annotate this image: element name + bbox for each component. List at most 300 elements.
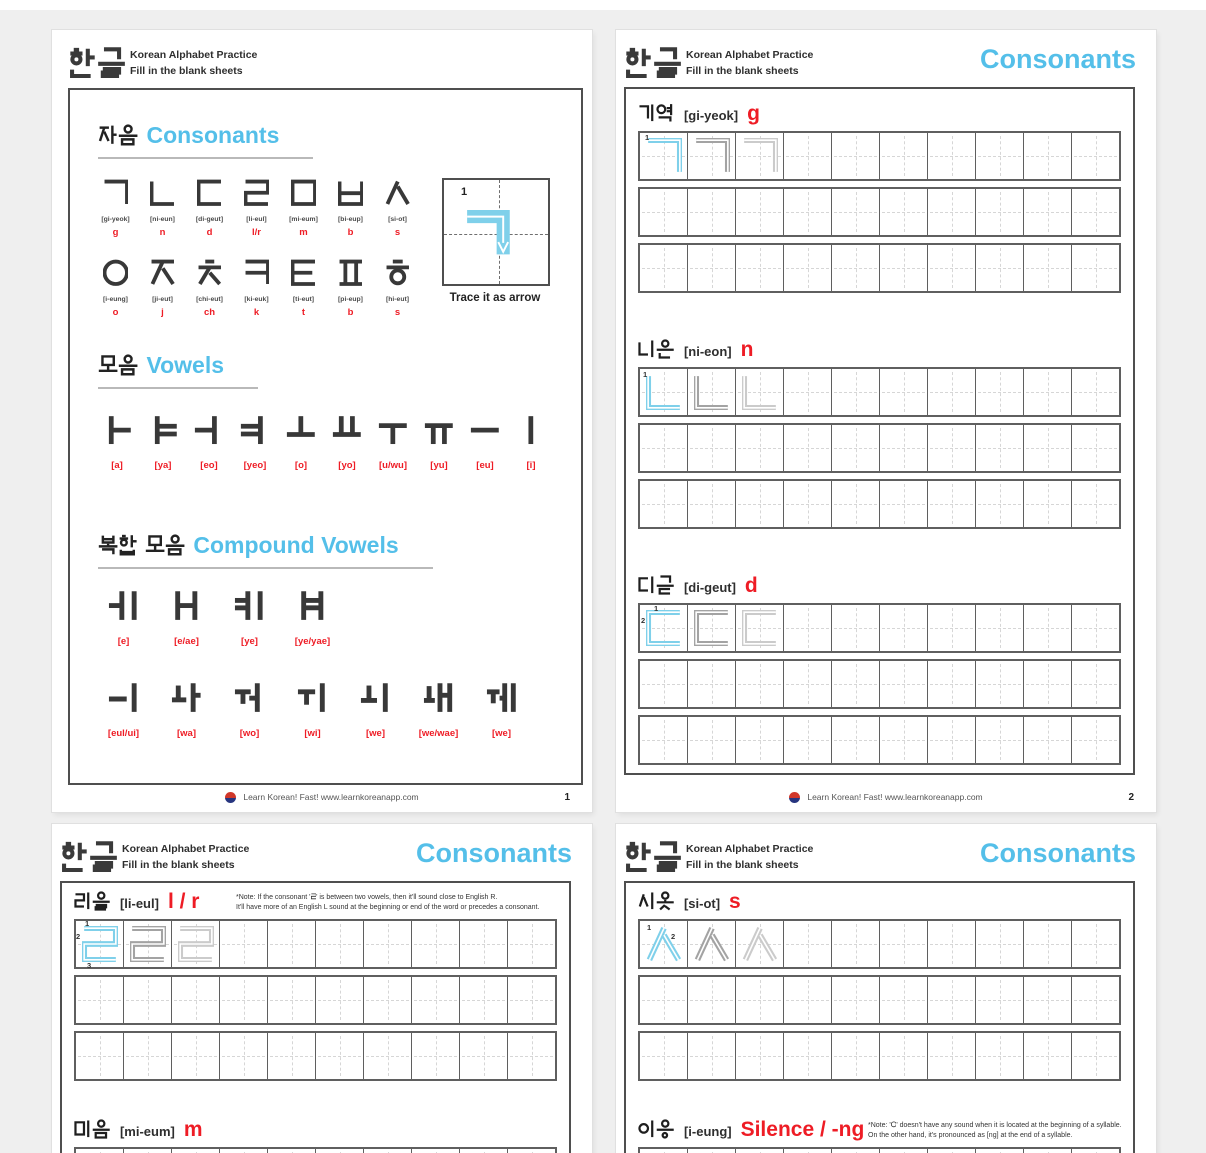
brand-logo xyxy=(60,838,118,876)
jamo-glyph xyxy=(218,678,281,721)
practice-grid xyxy=(638,603,1121,765)
practice-cell xyxy=(927,661,975,707)
practice-cell xyxy=(171,1033,219,1079)
page-footer xyxy=(632,790,1140,804)
trace-caption: Trace it as arrow xyxy=(449,292,541,304)
consonant-romanization: [si-ot] xyxy=(683,896,721,911)
practice-cell xyxy=(927,977,975,1023)
jamo-latin: o xyxy=(112,307,119,318)
jamo-name: [hi-eut] xyxy=(385,296,410,303)
practice-cell xyxy=(975,133,1023,179)
jamo-latin: ch xyxy=(203,307,216,318)
section-heading-consonants xyxy=(98,122,313,159)
practice-cell xyxy=(975,717,1023,763)
jamo-item xyxy=(92,178,139,238)
jamo-item xyxy=(232,410,278,471)
consonant-romanization: [ni-eon] xyxy=(683,344,732,359)
stroke-number: 2 xyxy=(76,932,81,941)
brand-logo xyxy=(624,44,682,82)
practice-cell xyxy=(459,1149,507,1153)
practice-cell xyxy=(735,369,783,415)
page-1 xyxy=(52,30,592,812)
section-heading-en: Consonants xyxy=(146,122,280,148)
practice-cell xyxy=(879,245,927,291)
practice-cell xyxy=(459,921,507,967)
jamo-glyph xyxy=(327,178,374,211)
practice-cell xyxy=(123,1033,171,1079)
stroke-number: 1 xyxy=(645,133,650,142)
jamo-item xyxy=(280,178,327,238)
practice-cell xyxy=(831,977,879,1023)
practice-cell xyxy=(76,1033,123,1079)
practice-cell xyxy=(735,133,783,179)
jamo-item xyxy=(370,410,416,471)
korea-flag-icon xyxy=(225,792,236,803)
practice-cell xyxy=(640,133,687,179)
practice-section xyxy=(638,101,1121,293)
practice-cell xyxy=(123,921,171,967)
jamo-glyph xyxy=(416,410,462,452)
practice-row xyxy=(638,131,1121,181)
jamo-name: [gi-yeok] xyxy=(101,216,130,223)
jamo-latin: l/r xyxy=(252,227,261,238)
jamo-latin: [i] xyxy=(526,460,536,471)
jamo-item xyxy=(155,678,218,739)
practice-cell xyxy=(1071,605,1119,651)
jamo-item xyxy=(470,678,533,739)
jamo-latin: [we/wae] xyxy=(418,728,459,739)
practice-cell xyxy=(783,605,831,651)
practice-row xyxy=(74,919,557,969)
jamo-item xyxy=(327,258,374,318)
practice-cell xyxy=(363,977,411,1023)
practice-cell xyxy=(123,977,171,1023)
brand-title xyxy=(122,842,249,874)
jamo-item xyxy=(186,258,233,318)
page-header xyxy=(624,42,1140,86)
jamo-item xyxy=(280,258,327,318)
practice-cell xyxy=(975,245,1023,291)
jamo-latin: g xyxy=(112,227,119,238)
jamo-glyph xyxy=(140,410,186,452)
practice-cell xyxy=(507,1149,555,1153)
practice-cell xyxy=(831,189,879,235)
practice-row xyxy=(638,423,1121,473)
practice-cell xyxy=(831,245,879,291)
practice-cell xyxy=(687,605,735,651)
jamo-name: [di-geut] xyxy=(195,216,224,223)
practice-cell xyxy=(1071,1033,1119,1079)
page-header xyxy=(60,836,576,880)
practice-cell xyxy=(735,1033,783,1079)
practice-row xyxy=(638,975,1121,1025)
practice-cell xyxy=(735,1149,783,1153)
practice-cell xyxy=(507,921,555,967)
jamo-item xyxy=(92,586,155,647)
practice-cell xyxy=(1023,1149,1071,1153)
practice-cell xyxy=(975,369,1023,415)
jamo-glyph xyxy=(94,410,140,452)
practice-section-heading xyxy=(74,1117,557,1143)
page-content-box xyxy=(624,881,1135,1153)
practice-cell xyxy=(171,921,219,967)
jamo-name: [i-eung] xyxy=(103,296,128,303)
jamo-latin: [yo] xyxy=(338,460,356,471)
practice-cell xyxy=(783,661,831,707)
practice-cell xyxy=(315,1149,363,1153)
practice-row xyxy=(74,1031,557,1081)
jamo-item xyxy=(218,586,281,647)
practice-cell xyxy=(1071,245,1119,291)
practice-cell xyxy=(975,977,1023,1023)
stroke-number: 1 xyxy=(85,919,90,928)
practice-cell xyxy=(1023,133,1071,179)
section-heading-en: Vowels xyxy=(146,352,225,378)
section-heading-vowels xyxy=(98,352,258,389)
jamo-glyph xyxy=(139,178,186,211)
jamo-latin: t xyxy=(301,307,306,318)
practice-cell xyxy=(1023,605,1071,651)
practice-section xyxy=(638,889,1121,1081)
jamo-glyph xyxy=(280,178,327,211)
practice-cell xyxy=(879,1149,927,1153)
trace-arrow-glyph xyxy=(454,192,536,274)
consonant-romanization: [mi-eum] xyxy=(119,1124,175,1139)
practice-cell xyxy=(640,977,687,1023)
practice-cell xyxy=(1071,189,1119,235)
consonant-latin: m xyxy=(183,1118,203,1141)
practice-cell xyxy=(783,1149,831,1153)
jamo-item xyxy=(218,678,281,739)
practice-cell xyxy=(735,717,783,763)
compound-vowel-row-2 xyxy=(92,678,533,739)
practice-cell xyxy=(687,481,735,527)
vowel-row xyxy=(94,410,554,471)
brand-title xyxy=(130,48,257,80)
jamo-glyph xyxy=(281,678,344,721)
jamo-item xyxy=(278,410,324,471)
stroke-number: 2 xyxy=(671,932,676,941)
practice-row xyxy=(638,603,1121,653)
jamo-glyph xyxy=(462,410,508,452)
practice-row xyxy=(638,479,1121,529)
jamo-name: [ki-euk] xyxy=(244,296,269,303)
consonant-name-kr xyxy=(638,890,675,914)
jamo-latin: [wi] xyxy=(304,728,321,739)
stroke-number: 1 xyxy=(647,923,652,932)
practice-grid xyxy=(638,919,1121,1081)
trace-step-number: 1 xyxy=(461,186,468,198)
practice-cell xyxy=(927,369,975,415)
jamo-glyph xyxy=(92,258,139,291)
jamo-latin: m xyxy=(299,227,308,238)
practice-cell xyxy=(640,189,687,235)
jamo-item xyxy=(374,258,421,318)
practice-cell xyxy=(879,481,927,527)
jamo-item xyxy=(94,410,140,471)
stroke-number: 1 xyxy=(654,604,659,613)
practice-cell xyxy=(735,605,783,651)
jamo-name: [mi-eum] xyxy=(289,216,318,223)
jamo-name: [li-eul] xyxy=(246,216,267,223)
section-heading-kr xyxy=(98,352,138,378)
korea-flag-icon xyxy=(789,792,800,803)
practice-cell xyxy=(831,921,879,967)
practice-grid xyxy=(74,1147,557,1153)
practice-cell xyxy=(1071,977,1119,1023)
practice-cell xyxy=(640,661,687,707)
practice-cell xyxy=(1023,189,1071,235)
page-content-box xyxy=(68,88,583,785)
brand-title-line1: Korean Alphabet Practice xyxy=(686,843,814,855)
practice-cell xyxy=(783,133,831,179)
practice-cell xyxy=(927,481,975,527)
jamo-glyph xyxy=(327,258,374,291)
consonant-row-2 xyxy=(92,258,421,318)
consonant-name-kr xyxy=(638,1118,675,1142)
practice-cell xyxy=(687,921,735,967)
practice-cell xyxy=(1023,425,1071,471)
jamo-glyph xyxy=(233,178,280,211)
practice-cell xyxy=(219,1033,267,1079)
practice-cell xyxy=(687,661,735,707)
jamo-name: [chi-eut] xyxy=(196,296,223,303)
practice-cell xyxy=(1071,1149,1119,1153)
jamo-item xyxy=(139,178,186,238)
practice-cell xyxy=(927,1033,975,1079)
practice-row xyxy=(638,243,1121,293)
practice-cell xyxy=(1071,425,1119,471)
consonant-romanization: [li-eul] xyxy=(119,896,159,911)
practice-row xyxy=(638,659,1121,709)
jamo-latin: [yeo] xyxy=(243,460,267,471)
brand-title-line2: Fill in the blank sheets xyxy=(686,858,799,871)
practice-cell xyxy=(687,977,735,1023)
page-title: Consonants xyxy=(979,44,1136,74)
practice-section xyxy=(74,889,557,1081)
practice-cell xyxy=(831,1149,879,1153)
consonant-name-kr xyxy=(74,890,111,914)
jamo-glyph xyxy=(374,178,421,211)
practice-row xyxy=(638,1147,1121,1153)
practice-cell xyxy=(735,189,783,235)
practice-cell xyxy=(927,425,975,471)
practice-cell xyxy=(831,1033,879,1079)
practice-cell xyxy=(640,1033,687,1079)
brand-title-line2: Fill in the blank sheets xyxy=(122,858,235,871)
practice-cell xyxy=(879,369,927,415)
jamo-glyph xyxy=(232,410,278,452)
practice-cell xyxy=(76,977,123,1023)
practice-cell xyxy=(783,245,831,291)
note-line-1: *Note: ' ' doesn't have any sound when it is located at the beginning of a syllable. xyxy=(868,1122,1122,1129)
jamo-latin: s xyxy=(394,227,401,238)
practice-cell xyxy=(975,189,1023,235)
practice-cell xyxy=(783,1033,831,1079)
practice-row xyxy=(638,187,1121,237)
practice-cell xyxy=(927,133,975,179)
practice-cell xyxy=(1023,921,1071,967)
practice-grid xyxy=(638,367,1121,529)
practice-cell xyxy=(975,605,1023,651)
consonant-name-kr xyxy=(638,338,675,362)
practice-cell xyxy=(640,369,687,415)
practice-row xyxy=(638,367,1121,417)
jamo-latin: n xyxy=(159,227,166,238)
jamo-latin: [e] xyxy=(117,636,130,647)
jamo-item xyxy=(407,678,470,739)
jamo-glyph xyxy=(186,178,233,211)
section-heading-en: Compound Vowels xyxy=(193,532,399,558)
practice-section-heading xyxy=(638,337,1121,363)
jamo-item xyxy=(324,410,370,471)
jamo-latin: [wo] xyxy=(239,728,260,739)
page-title: Consonants xyxy=(415,838,572,868)
trace-example-box xyxy=(442,178,550,286)
practice-cell xyxy=(783,977,831,1023)
jamo-latin: [we] xyxy=(492,728,511,739)
practice-cell xyxy=(411,1149,459,1153)
consonant-latin: Silence / -ng xyxy=(740,1118,865,1141)
practice-cell xyxy=(507,1033,555,1079)
practice-cell xyxy=(1023,369,1071,415)
consonant-latin: g xyxy=(747,102,760,125)
brand-title-line1: Korean Alphabet Practice xyxy=(686,49,814,61)
practice-cell xyxy=(927,605,975,651)
jamo-latin: [e/ae] xyxy=(174,636,199,647)
practice-section xyxy=(638,337,1121,529)
practice-cell xyxy=(1023,717,1071,763)
practice-cell xyxy=(687,1149,735,1153)
brand-logo xyxy=(624,838,682,876)
jamo-item xyxy=(281,678,344,739)
practice-cell xyxy=(831,717,879,763)
practice-cell xyxy=(1023,481,1071,527)
jamo-item xyxy=(374,178,421,238)
practice-cell xyxy=(735,661,783,707)
page-content-box xyxy=(624,87,1135,775)
practice-cell xyxy=(975,921,1023,967)
jamo-glyph xyxy=(92,586,155,629)
pronunciation-note xyxy=(236,893,604,913)
page-header xyxy=(68,42,576,86)
practice-cell xyxy=(687,189,735,235)
jamo-glyph xyxy=(278,410,324,452)
page-footer xyxy=(68,790,576,804)
practice-row xyxy=(638,919,1121,969)
brand-title xyxy=(686,842,813,874)
practice-cell xyxy=(363,921,411,967)
practice-cell xyxy=(735,921,783,967)
page-number: 1 xyxy=(564,791,570,803)
consonant-name-kr xyxy=(638,574,675,598)
practice-cell xyxy=(1071,133,1119,179)
practice-cell xyxy=(267,1033,315,1079)
note-line-1: *Note: If the consonant ' ' is between two vowels, then it'll sound close to English R. xyxy=(236,894,498,901)
practice-cell xyxy=(831,661,879,707)
note-line-2: On the other hand, it's pronounced as [ng] at the end of a syllable. xyxy=(868,1132,1073,1140)
jamo-latin: [wa] xyxy=(177,728,196,739)
practice-cell xyxy=(927,245,975,291)
practice-cell xyxy=(783,717,831,763)
top-strip xyxy=(0,0,1206,10)
practice-cell xyxy=(1071,921,1119,967)
practice-cell xyxy=(687,717,735,763)
brand-title xyxy=(686,48,813,80)
jamo-item xyxy=(92,678,155,739)
practice-cell xyxy=(783,481,831,527)
practice-cell xyxy=(975,481,1023,527)
jamo-item xyxy=(139,258,186,318)
jamo-latin: [yu] xyxy=(430,460,448,471)
practice-cell xyxy=(687,1033,735,1079)
practice-cell xyxy=(831,481,879,527)
practice-cell xyxy=(735,977,783,1023)
practice-cell xyxy=(640,1149,687,1153)
practice-cell xyxy=(879,133,927,179)
practice-cell xyxy=(831,605,879,651)
practice-cell xyxy=(831,425,879,471)
practice-cell xyxy=(879,661,927,707)
section-heading-kr xyxy=(98,532,185,558)
jamo-glyph xyxy=(139,258,186,291)
practice-cell xyxy=(831,369,879,415)
practice-cell xyxy=(879,1033,927,1079)
practice-cell xyxy=(640,425,687,471)
practice-section-heading xyxy=(638,889,1121,915)
jamo-item xyxy=(462,410,508,471)
jamo-glyph xyxy=(281,586,344,629)
practice-cell xyxy=(735,245,783,291)
jamo-item xyxy=(233,258,280,318)
page-title: Consonants xyxy=(979,838,1136,868)
pronunciation-note xyxy=(868,1121,1163,1141)
practice-cell xyxy=(267,921,315,967)
jamo-glyph xyxy=(155,586,218,629)
practice-cell xyxy=(1023,661,1071,707)
stroke-number: 1 xyxy=(643,370,648,379)
practice-cell xyxy=(459,1033,507,1079)
practice-section xyxy=(74,1117,557,1153)
practice-cell xyxy=(267,1149,315,1153)
practice-cell xyxy=(76,1149,123,1153)
jamo-item xyxy=(140,410,186,471)
practice-cell xyxy=(363,1149,411,1153)
jamo-glyph xyxy=(92,178,139,211)
practice-cell xyxy=(640,717,687,763)
jamo-latin: [eul/ui] xyxy=(107,728,140,739)
practice-cell xyxy=(1071,481,1119,527)
practice-cell xyxy=(927,717,975,763)
jamo-name: [si-ot] xyxy=(388,216,407,223)
practice-section-heading xyxy=(638,101,1121,127)
brand-title-line2: Fill in the blank sheets xyxy=(686,64,799,77)
footer-text: Learn Korean! Fast! www.learnkoreanapp.com xyxy=(807,792,983,802)
jamo-glyph xyxy=(280,258,327,291)
practice-cell xyxy=(267,977,315,1023)
jamo-latin: k xyxy=(253,307,260,318)
practice-section-heading xyxy=(638,573,1121,599)
note-line-2: It'll have more of an English L sound at the beginning or end of the word or precedes a consonant. xyxy=(236,904,540,912)
footer-text: Learn Korean! Fast! www.learnkoreanapp.com xyxy=(243,792,419,802)
jamo-latin: s xyxy=(394,307,401,318)
jamo-glyph xyxy=(92,678,155,721)
consonant-latin: d xyxy=(744,574,758,597)
page-content-box xyxy=(60,881,571,1153)
jamo-glyph xyxy=(324,410,370,452)
jamo-item xyxy=(327,178,374,238)
practice-grid xyxy=(74,919,557,1081)
